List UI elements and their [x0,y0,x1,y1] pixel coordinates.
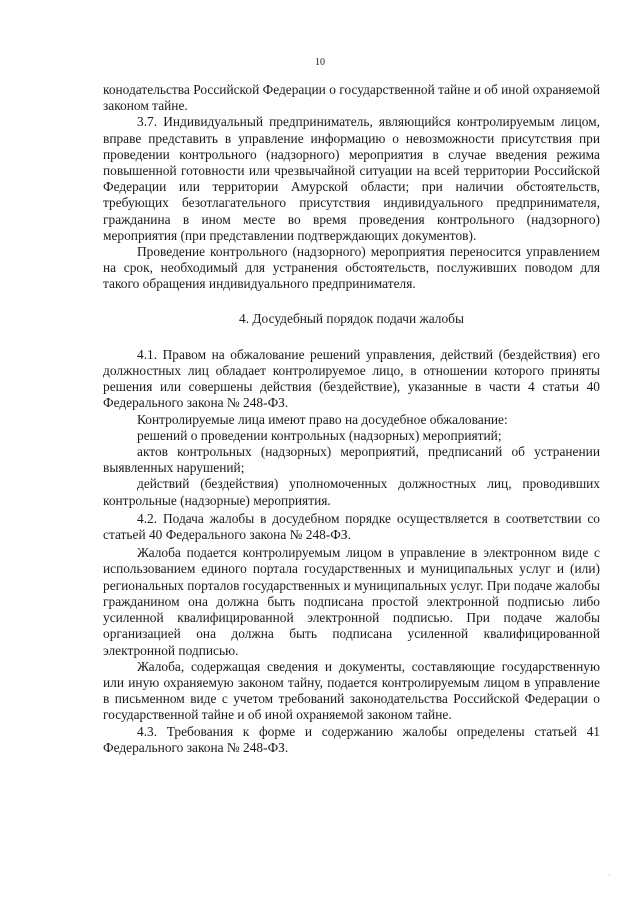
paragraph-4-2: 4.2. Подача жалобы в досудебном порядке осуществляется в соответствии со статьей 40 Федерального закона № 248-ФЗ. [103,510,600,543]
paragraph-electronic-complaint: Жалоба подается контролируемым лицом в управление в электронном виде с использованием единого портала государственных и муниципальных услуг и (или) региональных порталов государственных и муниципальных услуг. При подаче жалобы гражданином она должна быть подписана простой электронной подписью либо усиленной квалифицированной электронной подписью. При подаче жалобы организацией она должна быть подписана усиленной квалифицированной электронной подписью. [103,545,600,658]
page-number: 10 [315,57,325,68]
paragraph-secret-complaint: Жалоба, содержащая сведения и документы, составляющие государственную или иную охраняемую законом тайну, подается контролируемым лицом в управление в письменном виде с учетом требований законодательства Российской Федерации о государственной тайне и об иной охраняемой законом тайне. [103,658,600,723]
scan-speck-decoration: · [608,871,611,880]
paragraph-4-1: 4.1. Правом на обжалование решений управления, действий (бездействия) его должностных лиц обладает контролируемое лицо, в отношении которого приняты решения или совершены действия (бездействие), указанные в части 4 статьи 40 Федерального закона № 248-ФЗ. [103,346,600,411]
list-item-decisions: решений о проведении контрольных (надзорных) мероприятий; [137,427,502,443]
paragraph-3-7: 3.7. Индивидуальный предприниматель, являющийся контролируемым лицом, вправе представить в управление информацию о невозможности присутствия при проведении контрольного (надзорного) мероприятия в случае введения режима повышенной готовности или чрезвычайной ситуации на всей территории Российской Федерации или территории Амурской области; при наличии обстоятельств, требующих безотлагательного присутствия индивидуального предпринимателя, гражданина в ином месте во время проведения контрольного (надзорного) мероприятия (при представлении подтверждающих документов). [103,114,600,243]
document-body [103,82,600,756]
list-item-acts: актов контрольных (надзорных) мероприятий, предписаний об устранении выявленных нарушений; [103,444,600,476]
list-item-actions: действий (бездействия) уполномоченных должностных лиц, проводивших контрольные (надзорные) мероприятия. [103,476,600,508]
paragraph-continuation: конодательства Российской Федерации о государственной тайне и об иной охраняемой законом тайне. [103,82,600,114]
paragraph-postponement: Проведение контрольного (надзорного) мероприятия переносится управлением на срок, необходимый для устранения обстоятельств, послуживших поводом для такого обращения индивидуального предпринимателя. [103,244,600,292]
paragraph-4-3: 4.3. Требования к форме и содержанию жалобы определены статьей 41 Федерального закона № 248-ФЗ. [103,723,600,755]
paragraph-appeal-rights: Контролируемые лица имеют право на досудебное обжалование: [137,411,508,427]
section-heading: 4. Досудебный порядок подачи жалобы [239,310,464,326]
